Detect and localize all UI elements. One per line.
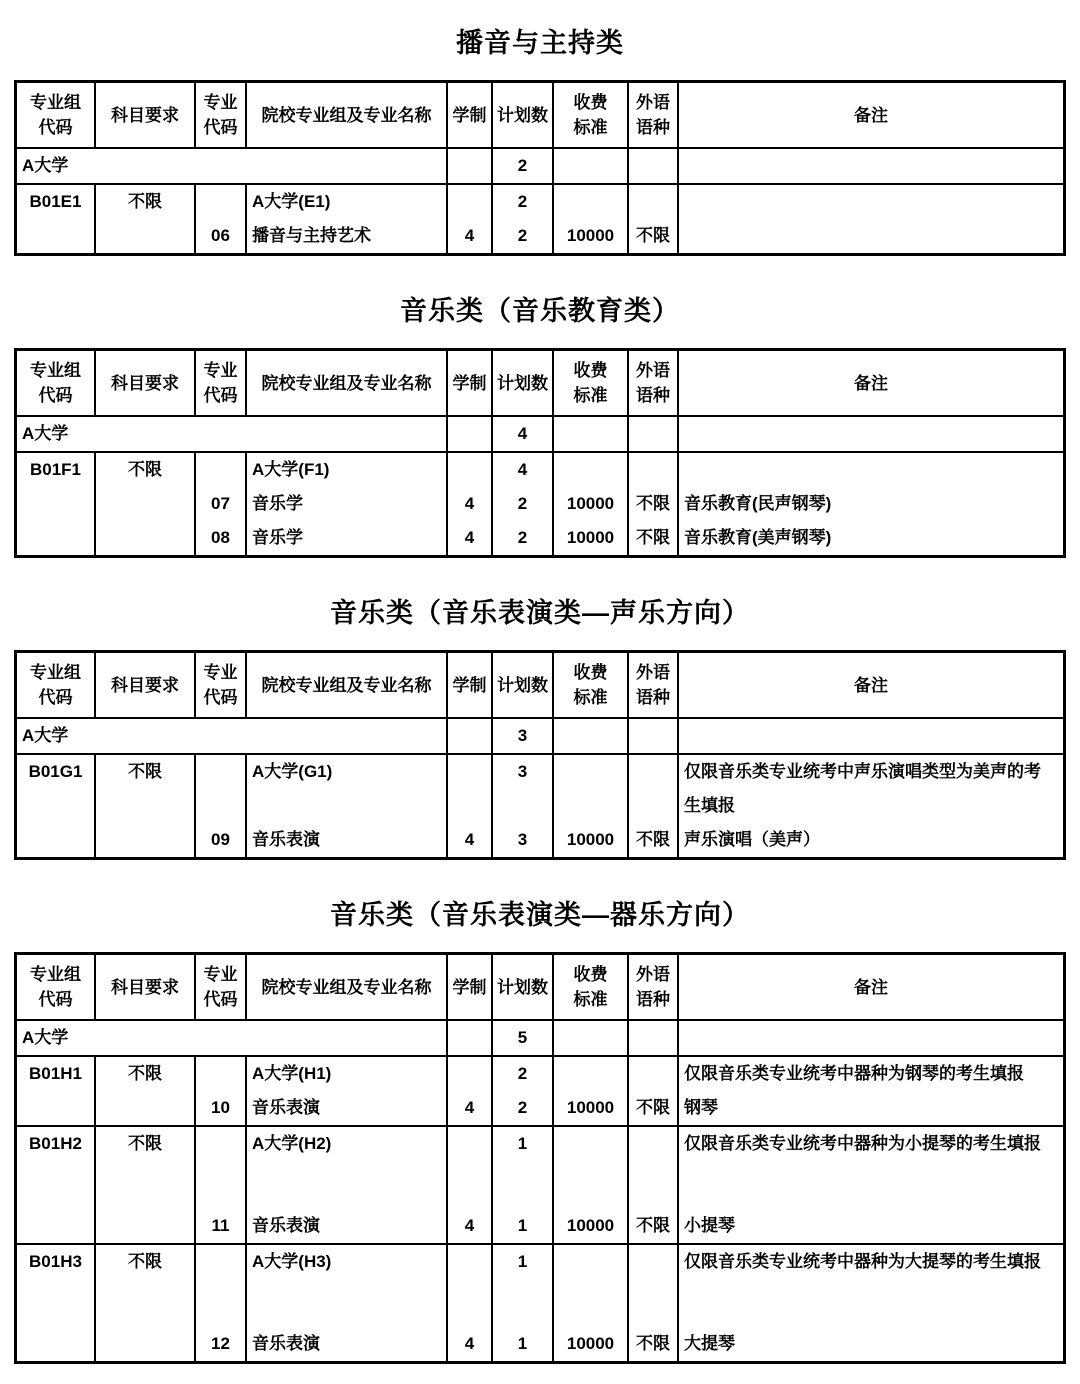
- header-label: 代码: [38, 118, 73, 137]
- fee-value: 10000: [566, 528, 615, 547]
- group-code: B01H3: [29, 1252, 82, 1271]
- header-cell-years: [448, 653, 493, 717]
- fee-cell: [554, 1245, 629, 1361]
- language-cell: [629, 417, 679, 451]
- remark-cell: [679, 1127, 1063, 1243]
- years-cell: [448, 755, 493, 857]
- group-row: [17, 1243, 1063, 1361]
- subject-req-cell: [96, 1127, 196, 1243]
- remark-value: 仅限音乐类专业统考中声乐演唱类型为美声的考生填报: [684, 762, 1041, 815]
- remark-value: 仅限音乐类专业统考中器种为大提琴的考生填报: [684, 1252, 1041, 1271]
- header-cell-years: [448, 351, 493, 415]
- header-cell-req: [96, 955, 196, 1019]
- header-label: 标准: [573, 118, 608, 137]
- plan-cell: [493, 185, 554, 253]
- header-cell-name: [247, 83, 448, 147]
- fee-cell: [554, 1057, 629, 1125]
- header-cell-remark: [679, 351, 1063, 415]
- header-label: 代码: [203, 688, 238, 707]
- fee-value: 10000: [566, 830, 615, 849]
- section-broadcast-hosting: [14, 26, 1066, 256]
- fee-value: [554, 1245, 627, 1327]
- header-cell-group: [17, 351, 96, 415]
- summary-row: [17, 1019, 1063, 1055]
- lang-value: 不限: [636, 1216, 670, 1235]
- lang-value: 不限: [636, 226, 670, 245]
- fee-value: 10000: [566, 494, 615, 513]
- subject-req-cell: [96, 185, 196, 253]
- years-value: [448, 1057, 491, 1091]
- code-value: 11: [211, 1216, 230, 1235]
- fee-cell: [554, 719, 629, 753]
- lang-value: 不限: [636, 1098, 670, 1117]
- name-value: A大学(F1): [252, 460, 330, 479]
- fee-value: [554, 1057, 627, 1091]
- group-code: B01H1: [29, 1064, 82, 1083]
- group-code: B01F1: [29, 460, 82, 479]
- fee-value: 10000: [566, 226, 615, 245]
- header-label: 语种: [636, 688, 670, 707]
- remark-cell: [679, 755, 1063, 857]
- plan-value: 2: [517, 192, 528, 211]
- plan-table-music-instrumental: [14, 952, 1066, 1364]
- header-label: 专业组: [30, 663, 81, 682]
- header-cell-lang: [629, 83, 679, 147]
- years-value: [448, 1245, 491, 1327]
- language-cell: [629, 1021, 679, 1055]
- header-cell-remark: [679, 83, 1063, 147]
- section-music-vocal: [14, 596, 1066, 860]
- plan-value: 2: [517, 528, 528, 547]
- group-row: [17, 1125, 1063, 1243]
- summary-row: [17, 717, 1063, 753]
- lang-cell: [629, 453, 679, 555]
- plan-value: 4: [517, 460, 528, 479]
- header-cell-group: [17, 83, 96, 147]
- plan-value: 2: [517, 226, 528, 245]
- header-label: 语种: [636, 386, 670, 405]
- code-value: [196, 1127, 245, 1209]
- header-label: 代码: [38, 386, 73, 405]
- header-label: 专业组: [30, 965, 81, 984]
- remark-cell: [679, 719, 1063, 753]
- fee-cell: [554, 149, 629, 183]
- summary-row: [17, 147, 1063, 183]
- remark-value: 小提琴: [684, 1216, 735, 1235]
- fee-cell: [554, 453, 629, 555]
- subject-req: 不限: [128, 1064, 162, 1083]
- study-years-cell: [448, 417, 493, 451]
- header-cell-req: [96, 351, 196, 415]
- fee-value: 10000: [566, 1216, 615, 1235]
- years-value: 4: [464, 1216, 475, 1235]
- subject-req: 不限: [128, 460, 162, 479]
- header-label: 学制: [452, 373, 487, 393]
- group-code: B01H2: [29, 1134, 82, 1153]
- header-label: 外语: [636, 361, 670, 380]
- header-label: 专业: [203, 663, 238, 682]
- code-value: 06: [211, 226, 230, 245]
- years-value: [448, 453, 491, 487]
- header-row: [17, 955, 1063, 1019]
- header-label: 标准: [573, 990, 608, 1009]
- header-cell-group: [17, 955, 96, 1019]
- header-cell-name: [247, 955, 448, 1019]
- code-value: [196, 1057, 245, 1091]
- plan-table-music-education: [14, 348, 1066, 558]
- header-label: 计划数: [497, 977, 548, 997]
- name-value: A大学(H2): [252, 1134, 332, 1153]
- header-cell-group: [17, 653, 96, 717]
- name-value: 音乐表演: [252, 1334, 320, 1353]
- fee-cell: [554, 755, 629, 857]
- lang-value: [629, 1245, 677, 1327]
- lang-cell: [629, 755, 679, 857]
- header-label: 标准: [573, 688, 608, 707]
- years-cell: [448, 185, 493, 253]
- subject-req: 不限: [128, 192, 162, 211]
- header-label: 科目要求: [111, 105, 179, 125]
- plan-table-music-vocal: [14, 650, 1066, 860]
- section-title: 音乐类（音乐表演类—器乐方向）: [330, 900, 750, 930]
- plan-value: 2: [517, 1098, 528, 1117]
- remark-value: [679, 453, 1063, 487]
- header-label: 标准: [573, 386, 608, 405]
- group-code-cell: [17, 453, 96, 555]
- university-name: A大学: [17, 417, 448, 451]
- header-label: 收费: [573, 93, 608, 112]
- header-cell-plan: [493, 653, 554, 717]
- lang-value: [629, 755, 677, 823]
- remark-cell: [679, 1021, 1063, 1055]
- header-cell-plan: [493, 83, 554, 147]
- header-cell-code: [196, 955, 247, 1019]
- code-value: [196, 453, 245, 487]
- fee-value: [554, 1127, 627, 1209]
- lang-cell: [629, 1127, 679, 1243]
- name-value: 播音与主持艺术: [252, 226, 371, 245]
- header-cell-fee: [554, 955, 629, 1019]
- header-label: 代码: [203, 990, 238, 1009]
- lang-value: [629, 1057, 677, 1091]
- remark-value: [679, 185, 1063, 219]
- header-cell-lang: [629, 955, 679, 1019]
- section-title: 音乐类（音乐教育类）: [400, 296, 680, 326]
- study-years-cell: [448, 719, 493, 753]
- subject-req-cell: [96, 1245, 196, 1361]
- header-label: 学制: [452, 105, 487, 125]
- header-label: 备注: [854, 977, 888, 997]
- name-value: A大学(H1): [252, 1064, 332, 1083]
- header-cell-fee: [554, 653, 629, 717]
- university-name: A大学: [17, 1021, 448, 1055]
- header-label: 收费: [573, 965, 608, 984]
- subject-req-cell: [96, 1057, 196, 1125]
- header-row: [17, 83, 1063, 147]
- lang-value: 不限: [636, 528, 670, 547]
- header-row: [17, 653, 1063, 717]
- years-value: [448, 185, 491, 219]
- header-label: 专业: [203, 93, 238, 112]
- study-years-cell: [448, 1021, 493, 1055]
- years-value: 4: [464, 528, 475, 547]
- plan-cell: [493, 1245, 554, 1361]
- language-cell: [629, 719, 679, 753]
- code-value: [196, 755, 245, 823]
- code-value: [196, 185, 245, 219]
- university-name: A大学: [17, 719, 448, 753]
- header-label: 科目要求: [111, 675, 179, 695]
- name-value: 音乐表演: [252, 1216, 320, 1235]
- header-label: 计划数: [497, 105, 548, 125]
- subject-req-cell: [96, 755, 196, 857]
- plan-value: 2: [517, 494, 528, 513]
- fee-cell: [554, 417, 629, 451]
- remark-value: 音乐教育(美声钢琴): [684, 528, 832, 547]
- header-label: 院校专业组及专业名称: [261, 977, 432, 997]
- subject-req: 不限: [128, 762, 162, 781]
- lang-value: 不限: [636, 1334, 670, 1353]
- plan-value: 3: [517, 830, 528, 849]
- header-label: 收费: [573, 663, 608, 682]
- fee-cell: [554, 1127, 629, 1243]
- code-value: [196, 1245, 245, 1327]
- section-title: 音乐类（音乐表演类—声乐方向）: [330, 598, 750, 628]
- plan-value: 3: [517, 762, 528, 781]
- header-label: 计划数: [497, 373, 548, 393]
- header-label: 收费: [573, 361, 608, 380]
- fee-value: [554, 453, 627, 487]
- header-cell-years: [448, 955, 493, 1019]
- name-cell: [247, 1245, 448, 1361]
- years-cell: [448, 1127, 493, 1243]
- code-value: 08: [211, 528, 230, 547]
- header-label: 院校专业组及专业名称: [261, 675, 432, 695]
- name-cell: [247, 185, 448, 253]
- subject-req-cell: [96, 453, 196, 555]
- header-label: 语种: [636, 118, 670, 137]
- remark-value: 仅限音乐类专业统考中器种为小提琴的考生填报: [684, 1134, 1041, 1153]
- header-cell-plan: [493, 955, 554, 1019]
- subject-req: 不限: [128, 1134, 162, 1153]
- header-label: 代码: [203, 118, 238, 137]
- years-value: 4: [464, 1334, 475, 1353]
- header-cell-code: [196, 351, 247, 415]
- years-value: 4: [464, 1098, 475, 1117]
- plan-cell: [493, 1127, 554, 1243]
- header-row: [17, 351, 1063, 415]
- lang-cell: [629, 185, 679, 253]
- remark-cell: [679, 1245, 1063, 1361]
- remark-value: 音乐教育(民声钢琴): [684, 494, 832, 513]
- plan-table-broadcast: [14, 80, 1066, 256]
- plan-value: 1: [517, 1334, 528, 1353]
- summary-row: [17, 415, 1063, 451]
- plan-cell: [493, 755, 554, 857]
- fee-value: 10000: [566, 1334, 615, 1353]
- lang-value: [629, 185, 677, 219]
- group-row: [17, 753, 1063, 857]
- remark-cell: [679, 417, 1063, 451]
- group-code-cell: [17, 185, 96, 253]
- plan-cell: [493, 1057, 554, 1125]
- plan-count: 5: [493, 1021, 554, 1055]
- header-label: 语种: [636, 990, 670, 1009]
- header-label: 代码: [38, 688, 73, 707]
- years-cell: [448, 1245, 493, 1361]
- name-cell: [247, 1057, 448, 1125]
- header-label: 计划数: [497, 675, 548, 695]
- header-label: 专业组: [30, 93, 81, 112]
- group-code-cell: [17, 1057, 96, 1125]
- name-value: 音乐表演: [252, 830, 320, 849]
- header-label: 院校专业组及专业名称: [261, 105, 432, 125]
- header-label: 外语: [636, 93, 670, 112]
- lang-cell: [629, 1245, 679, 1361]
- header-cell-remark: [679, 955, 1063, 1019]
- fee-value: [554, 755, 627, 823]
- name-cell: [247, 453, 448, 555]
- plan-value: 1: [517, 1252, 528, 1271]
- plan-value: 2: [517, 1064, 528, 1083]
- years-value: [448, 1127, 491, 1209]
- group-code-cell: [17, 1127, 96, 1243]
- header-cell-plan: [493, 351, 554, 415]
- code-value: 09: [211, 830, 230, 849]
- remark-value: 声乐演唱（美声）: [684, 830, 820, 849]
- name-value: 音乐表演: [252, 1098, 320, 1117]
- plan-cell: [493, 453, 554, 555]
- remark-value: 仅限音乐类专业统考中器种为钢琴的考生填报: [684, 1064, 1024, 1083]
- header-cell-years: [448, 83, 493, 147]
- remark-cell: [679, 149, 1063, 183]
- header-cell-code: [196, 83, 247, 147]
- header-cell-lang: [629, 351, 679, 415]
- plan-count: 4: [493, 417, 554, 451]
- header-cell-remark: [679, 653, 1063, 717]
- header-label: 外语: [636, 965, 670, 984]
- header-cell-code: [196, 653, 247, 717]
- code-value: 07: [211, 494, 230, 513]
- years-cell: [448, 453, 493, 555]
- code-cell: [196, 1127, 247, 1243]
- name-value: A大学(H3): [252, 1252, 332, 1271]
- lang-value: 不限: [636, 830, 670, 849]
- remark-value: 钢琴: [684, 1098, 718, 1117]
- remark-cell: [679, 185, 1063, 253]
- header-label: 专业组: [30, 361, 81, 380]
- header-cell-lang: [629, 653, 679, 717]
- header-label: 备注: [854, 105, 888, 125]
- fee-cell: [554, 185, 629, 253]
- header-label: 科目要求: [111, 373, 179, 393]
- remark-cell: [679, 1057, 1063, 1125]
- header-label: 外语: [636, 663, 670, 682]
- code-value: 10: [211, 1098, 230, 1117]
- lang-value: 不限: [636, 494, 670, 513]
- header-label: 专业: [203, 361, 238, 380]
- lang-value: [629, 1127, 677, 1209]
- fee-value: 10000: [566, 1098, 615, 1117]
- group-row: [17, 451, 1063, 555]
- years-value: 4: [464, 830, 475, 849]
- plan-value: 1: [517, 1216, 528, 1235]
- header-label: 专业: [203, 965, 238, 984]
- code-cell: [196, 1057, 247, 1125]
- header-label: 学制: [452, 675, 487, 695]
- group-row: [17, 183, 1063, 253]
- name-cell: [247, 755, 448, 857]
- header-label: 代码: [203, 386, 238, 405]
- group-code: B01E1: [29, 192, 82, 211]
- fee-value: [554, 185, 627, 219]
- header-cell-fee: [554, 351, 629, 415]
- lang-cell: [629, 1057, 679, 1125]
- code-cell: [196, 755, 247, 857]
- header-cell-fee: [554, 83, 629, 147]
- section-title: 播音与主持类: [456, 28, 624, 58]
- plan-value: 1: [517, 1134, 528, 1153]
- header-label: 备注: [854, 675, 888, 695]
- fee-cell: [554, 1021, 629, 1055]
- section-music-instrumental: [14, 898, 1066, 1364]
- years-value: [448, 755, 491, 823]
- group-row: [17, 1055, 1063, 1125]
- header-label: 科目要求: [111, 977, 179, 997]
- years-value: 4: [464, 494, 475, 513]
- header-label: 代码: [38, 990, 73, 1009]
- remark-value: [679, 219, 1063, 253]
- section-music-education: [14, 294, 1066, 558]
- remark-value: 大提琴: [684, 1334, 735, 1353]
- remark-cell: [679, 453, 1063, 555]
- years-value: 4: [464, 226, 475, 245]
- university-name: A大学: [17, 149, 448, 183]
- name-cell: [247, 1127, 448, 1243]
- code-cell: [196, 185, 247, 253]
- header-cell-name: [247, 653, 448, 717]
- lang-value: [629, 453, 677, 487]
- header-label: 学制: [452, 977, 487, 997]
- code-cell: [196, 453, 247, 555]
- header-cell-req: [96, 653, 196, 717]
- code-cell: [196, 1245, 247, 1361]
- study-years-cell: [448, 149, 493, 183]
- header-label: 备注: [854, 373, 888, 393]
- name-value: A大学(G1): [252, 762, 333, 781]
- header-cell-req: [96, 83, 196, 147]
- name-value: 音乐学: [252, 528, 303, 547]
- subject-req: 不限: [128, 1252, 162, 1271]
- years-cell: [448, 1057, 493, 1125]
- code-value: 12: [211, 1334, 230, 1353]
- name-value: 音乐学: [252, 494, 303, 513]
- group-code-cell: [17, 755, 96, 857]
- language-cell: [629, 149, 679, 183]
- group-code: B01G1: [28, 762, 83, 781]
- header-label: 院校专业组及专业名称: [261, 373, 432, 393]
- name-value: A大学(E1): [252, 192, 331, 211]
- group-code-cell: [17, 1245, 96, 1361]
- header-cell-name: [247, 351, 448, 415]
- plan-count: 2: [493, 149, 554, 183]
- plan-count: 3: [493, 719, 554, 753]
